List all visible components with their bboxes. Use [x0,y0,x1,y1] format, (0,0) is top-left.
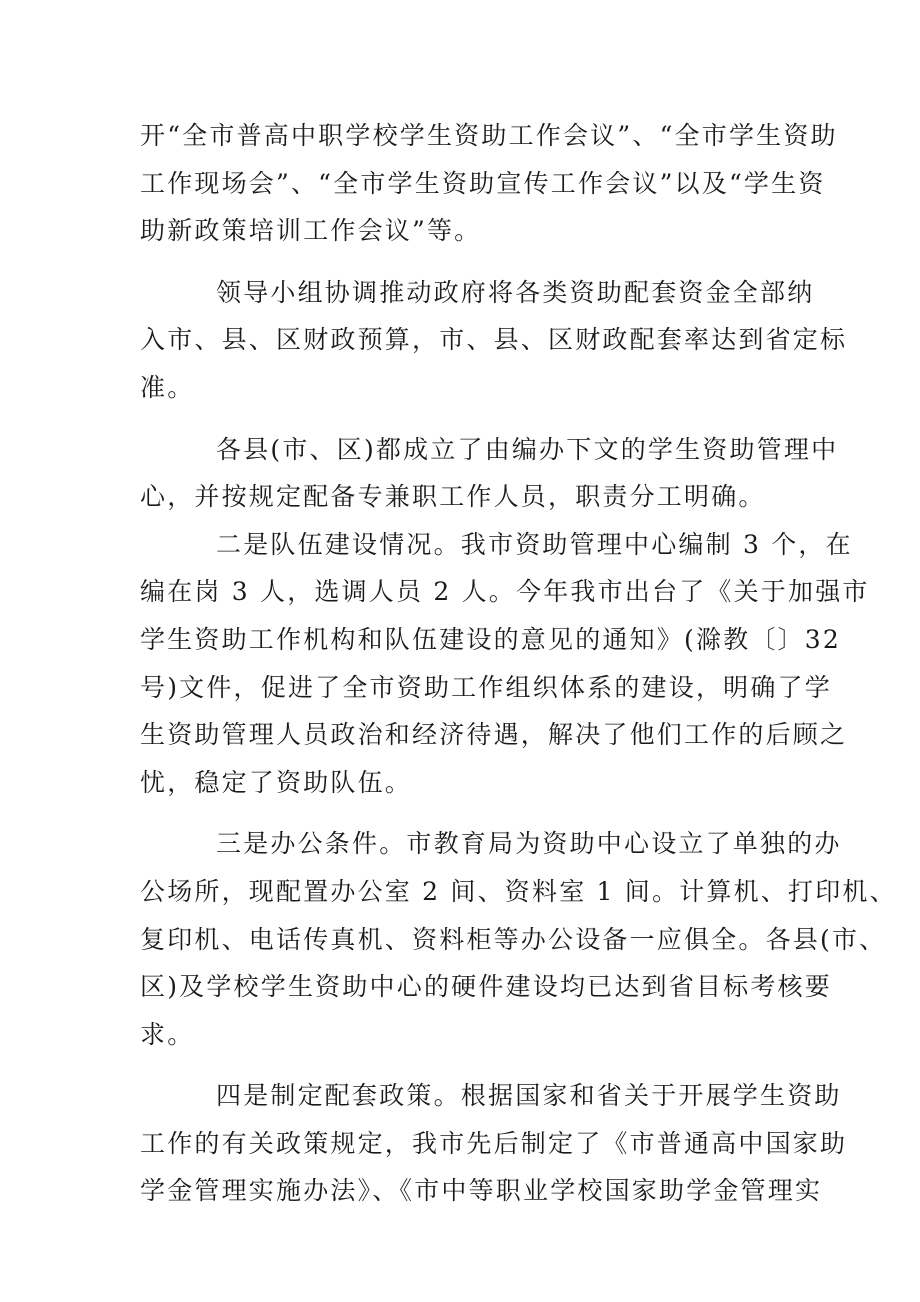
text-line: 忧，稳定了资助队伍。 [140,767,413,797]
text-line: 四是制定配套政策。根据国家和省关于开展学生资助 [216,1081,842,1111]
text-line: 编在岗 3 人，选调人员 2 人。今年我市出台了《关于加强市 [140,577,870,607]
text-line: 入市、县、区财政预算，市、县、区财政配套率达到省定标 [140,325,848,355]
paragraph [140,1072,848,1215]
text-line: 工作的有关政策规定，我市先后制定了《市普通高中国家助 [140,1128,848,1158]
text-line: 三是办公条件。市教育局为资助中心设立了单独的办 [216,829,842,859]
text-line: 区)及学校学生资助中心的硬件建设均已达到省目标考核要 [140,972,832,1002]
document-body [140,112,897,1215]
text-line: 领导小组协调推动政府将各类资助配套资金全部纳 [216,277,815,307]
text-line: 二是队伍建设情况。我市资助管理中心编制 3 个，在 [216,529,853,559]
paragraph [140,820,897,1058]
text-line: 生资助管理人员政治和经济待遇，解决了他们工作的后顾之 [140,720,848,750]
text-line: 心，并按规定配备专兼职工作人员，职责分工明确。 [140,482,766,512]
paragraph [140,521,870,807]
paragraph-spacer [140,255,790,269]
text-line: 号)文件，促进了全市资助工作组织体系的建设，明确了学 [140,672,832,702]
paragraph [140,112,838,255]
text-line: 准。 [140,372,195,402]
text-line: 公场所，现配置办公室 2 间、资料室 1 间。计算机、打印机、 [140,876,897,906]
text-line: 学生资助工作机构和队伍建设的意见的通知》(滁教〔〕32 [140,624,841,654]
text-line: 复印机、电话传真机、资料柜等办公设备一应俱全。各县(市、 [140,924,887,954]
text-line: 工作现场会”、“全市学生资助宣传工作会议”以及“学生资 [140,168,826,198]
text-line: 学金管理实施办法》、《市中等职业学校国家助学金管理实 [140,1176,823,1206]
paragraph-spacer [140,412,790,426]
text-line: 各县(市、区)都成立了由编办下文的学生资助管理中 [216,434,839,464]
text-line: 开“全市普高中职学校学生资助工作会议”、“全市学生资助 [140,121,838,150]
paragraph-spacer [140,1058,790,1072]
text-line: 助新政策培训工作会议”等。 [140,216,482,246]
text-line: 求。 [140,1019,195,1049]
paragraph [140,269,848,412]
paragraph [140,426,839,521]
paragraph-spacer [140,806,790,820]
